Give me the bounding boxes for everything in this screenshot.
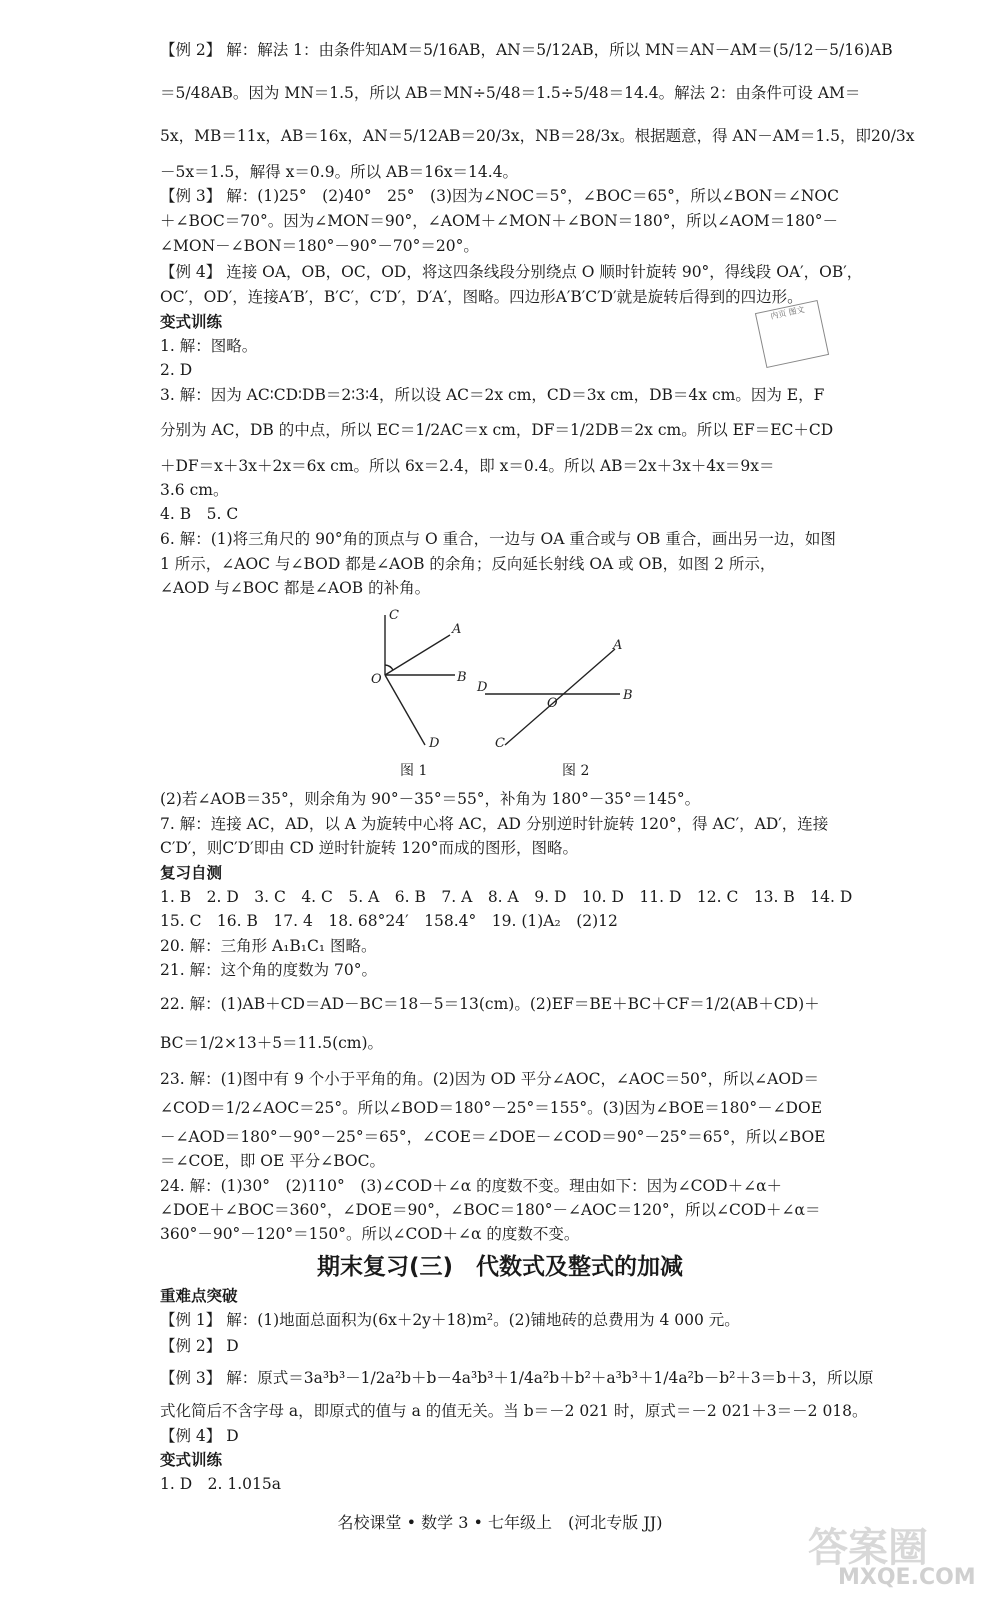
text-line: 4. B 5. C <box>160 505 239 523</box>
text-line: 【例 3】 解：原式＝3a³b³－1/2a²b＋b－4a³b³＋1/4a²b＋b²＋a³b³＋1/4a²b－b²＋3＝b＋3，所以原 <box>160 1369 874 1387</box>
text-line: ＝∠COE，即 OE 平分∠BOC。 <box>160 1152 385 1170</box>
section-heading: 变式训练 <box>160 1451 223 1469</box>
text-line: 1 所示，∠AOC 与∠BOD 都是∠AOB 的余角；反向延长射线 OA 或 OB，如图 2 所示， <box>160 555 776 573</box>
section-heading: 复习自测 <box>160 864 223 882</box>
text-line: 【例 4】 连接 OA，OB，OC，OD，将这四条线段分别绕点 O 顺时针旋转 90°，得线段 OA′，OB′， <box>160 263 863 281</box>
watermark-url: MXQE.COM <box>838 1565 976 1590</box>
text-line: 【例 1】 解：(1)地面总面积为(6x＋2y＋18)m²。(2)铺地砖的总费用为 4 000 元。 <box>160 1311 740 1329</box>
fig1-label-b: B <box>457 670 467 685</box>
geometry-figure <box>355 595 655 755</box>
fig1-label-c: C <box>389 608 399 623</box>
text-line: 24. 解：(1)30° (2)110° (3)∠COD＋∠α 的度数不变。理由如下：因为∠COD＋∠α＋ <box>160 1177 783 1195</box>
text-line: 分别为 AC，DB 的中点，所以 EC＝1/2AC＝x cm，DF＝1/2DB＝2x cm。所以 EF＝EC＋CD <box>160 421 834 439</box>
fig1-label-o: O <box>371 672 382 687</box>
fig2-label-d: D <box>477 680 488 695</box>
section-heading: 重难点突破 <box>160 1287 238 1305</box>
text-line: 式化简后不含字母 a，即原式的值与 a 的值无关。当 b＝－2 021 时，原式＝－2 021＋3＝－2 018。 <box>160 1402 868 1420</box>
text-line: 2. D <box>160 361 193 379</box>
text-line: ∠MON－∠BON＝180°－90°－70°＝20°。 <box>160 237 479 255</box>
text-line: 【例 4】 D <box>160 1427 239 1445</box>
fig2-label-b: B <box>623 688 633 703</box>
section-heading: 变式训练 <box>160 313 223 331</box>
fig2-label-o: O <box>547 696 558 711</box>
text-line: 7. 解：连接 AC，AD，以 A 为旋转中心将 AC，AD 分别逆时针旋转 120°，得 AC′，AD′，连接 <box>160 815 829 833</box>
text-line: 23. 解：(1)图中有 9 个小于平角的角。(2)因为 OD 平分∠AOC，∠AOC＝50°，所以∠AOD＝ <box>160 1070 819 1088</box>
text-line: 【例 3】 解：(1)25° (2)40° 25° (3)因为∠NOC＝5°，∠BOC＝65°，所以∠BON＝∠NOC <box>160 187 839 205</box>
text-line: 1. B 2. D 3. C 4. C 5. A 6. B 7. A 8. A 9. D 10. D 11. D 12. C 13. B 14. D <box>160 888 853 906</box>
fig2-label-c: C <box>495 736 505 751</box>
fig1-label-a: A <box>452 622 462 637</box>
text-line: 5x，MB＝11x，AB＝16x，AN＝5/12AB＝20/3x，NB＝28/3x。根据题意，得 AN－AM＝1.5，即20/3x <box>160 127 915 145</box>
text-line: －5x＝1.5，解得 x＝0.9。所以 AB＝16x＝14.4。 <box>160 163 519 181</box>
text-line: 15. C 16. B 17. 4 18. 68°24′ 158.4° 19. (1)A₂ (2)12 <box>160 912 618 930</box>
stamp-text: 内页 图文 <box>769 304 806 321</box>
text-line: 360°－90°－120°＝150°。所以∠COD＋∠α 的度数不变。 <box>160 1225 580 1243</box>
text-line: C′D′，则C′D′即由 CD 逆时针旋转 120°而成的图形，图略。 <box>160 839 579 857</box>
text-line: (2)若∠AOB＝35°，则余角为 90°－35°＝55°，补角为 180°－35°＝145°。 <box>160 790 701 808</box>
text-line: 1. 解：图略。 <box>160 337 258 355</box>
fig1-label-d: D <box>429 736 440 751</box>
text-line: 3. 解：因为 AC∶CD∶DB＝2∶3∶4，所以设 AC＝2x cm，CD＝3x cm，DB＝4x cm。因为 E，F <box>160 386 825 404</box>
text-line: 【例 2】 解：解法 1：由条件知AM＝5/16AB，AN＝5/12AB，所以 MN＝AN－AM＝(5/12－5/16)AB <box>160 41 893 59</box>
text-line: 3.6 cm。 <box>160 481 229 499</box>
text-line: 6. 解：(1)将三角尺的 90°角的顶点与 O 重合，一边与 OA 重合或与 OB 重合，画出另一边，如图 <box>160 530 836 548</box>
text-line: ∠AOD 与∠BOC 都是∠AOB 的补角。 <box>160 579 431 597</box>
text-line: BC＝1/2×13＋5＝11.5(cm)。 <box>160 1034 384 1052</box>
text-line: ＝5/48AB。因为 MN＝1.5，所以 AB＝MN÷5/48＝1.5÷5/48＝14.4。解法 2：由条件可设 AM＝ <box>160 84 861 102</box>
text-line: ∠DOE＋∠BOC＝360°，∠DOE＝90°，∠BOC＝180°－∠AOC＝120°，所以∠COD＋∠α＝ <box>160 1201 821 1219</box>
stamp-logo <box>755 300 829 368</box>
text-line: ∠COD＝1/2∠AOC＝25°。所以∠BOD＝180°－25°＝155°。(3)因为∠BOE＝180°－∠DOE <box>160 1099 823 1117</box>
figure-caption: 图 2 <box>562 763 590 779</box>
text-line: 1. D 2. 1.015a <box>160 1475 281 1493</box>
text-line: 22. 解：(1)AB＋CD＝AD－BC＝18－5＝13(cm)。(2)EF＝BE＋BC＋CF＝1/2(AB＋CD)＋ <box>160 995 820 1013</box>
fig2-label-a: A <box>613 638 623 653</box>
text-line: OC′，OD′，连接A′B′，B′C′，C′D′，D′A′，图略。四边形A′B′C′D′就是旋转后得到的四边形。 <box>160 288 803 306</box>
section-title: 期末复习(三) 代数式及整式的加减 <box>316 1254 684 1280</box>
text-line: －∠AOD＝180°－90°－25°＝65°，∠COE＝∠DOE－∠COD＝90°－25°＝65°，所以∠BOE <box>160 1128 826 1146</box>
text-line: ＋DF＝x＋3x＋2x＝6x cm。所以 6x＝2.4，即 x＝0.4。所以 AB＝2x＋3x＋4x＝9x＝ <box>160 457 775 475</box>
text-line: 20. 解：三角形 A₁B₁C₁ 图略。 <box>160 937 377 955</box>
page-footer: 名校课堂 • 数学 3 • 七年级上 (河北专版 JJ) <box>337 1513 663 1532</box>
text-line: ＋∠BOC＝70°。因为∠MON＝90°，∠AOM＋∠MON＋∠BON＝180°，所以∠AOM＝180°－ <box>160 212 839 230</box>
watermark-logo: 答案圈 <box>808 1525 928 1571</box>
text-line: 【例 2】 D <box>160 1337 239 1355</box>
figure-caption: 图 1 <box>400 763 428 779</box>
text-line: 21. 解：这个角的度数为 70°。 <box>160 961 377 979</box>
